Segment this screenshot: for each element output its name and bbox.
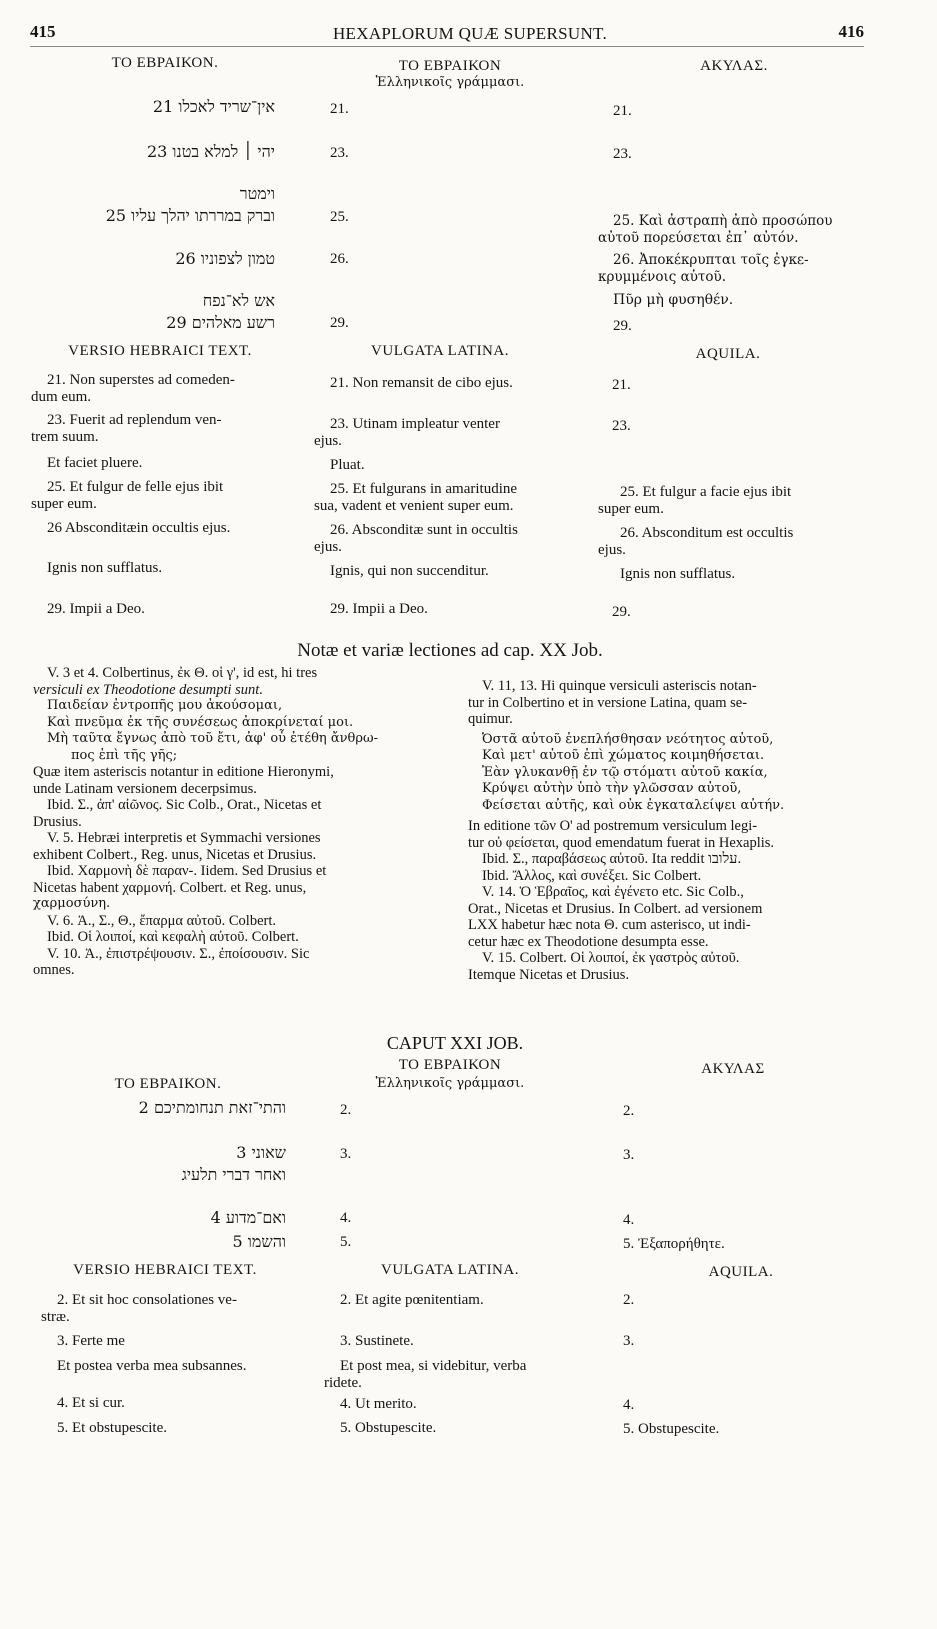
- cap21-aquila-latin-4: 4.: [623, 1397, 635, 1413]
- aquila-latin-ignis: Ignis non sufflatus.: [620, 566, 736, 582]
- note-right-line: cetur hæc ex Theodotione desumpta esse.: [468, 933, 709, 950]
- note-left-line: exhibent Colbert., Reg. unus, Nicetas et Drusius.: [33, 846, 317, 863]
- versio-25-line2: super eum.: [31, 496, 97, 512]
- note-right-line: In editione τῶν Ο' ad postremum versiculum legi-: [468, 818, 758, 834]
- cap21-aquila-2: 2.: [623, 1103, 635, 1119]
- cap21-aquila-3: 3.: [623, 1147, 635, 1163]
- versio-23-line1: 23. Fuerit ad replendum ven-: [47, 412, 222, 428]
- notes-title: Notæ et variæ lectiones ad cap. XX Job.: [297, 640, 603, 661]
- note-left-line: V. 3 et 4. Colbertinus, ἐκ Θ. οἱ γ', id est, hi tres: [47, 665, 318, 681]
- note-right-line: tur in Colbertino et in versione Latina, quam se-: [468, 694, 748, 711]
- aquila-latin-25-line1: 25. Et fulgur a facie ejus ibit: [620, 484, 792, 500]
- note-left-line: Ibid. Σ., ἀπ' αἰῶνος. Sic Colb., Orat., Nicetas et: [47, 797, 322, 813]
- note-right-line: Itemque Nicetas et Drusius.: [468, 966, 630, 983]
- aquila-latin-23: 23.: [612, 418, 631, 434]
- versio-25-line1: 25. Et fulgur de felle ejus ibit: [47, 479, 224, 495]
- hebrew-verse-21: אין־שריד לאכלו 21: [152, 97, 275, 116]
- col-subheader-greek: Ἑλληνικοῖς γράμμασι.: [375, 75, 525, 90]
- cap21-col-header-aquila: ΑΚΥΛΑΣ: [701, 1061, 765, 1077]
- vulgata-21: 21. Non remansit de cibo ejus.: [330, 375, 513, 391]
- note-left-line: Παιδείαν ἐντροπῆς μου ἀκούσομαι,: [47, 698, 283, 713]
- cap21-aquila-latin-5: 5. Obstupescite.: [623, 1421, 720, 1437]
- col-header-vulgata: VULGATA LATINA.: [371, 343, 509, 359]
- aquila-latin-26-line2: ejus.: [598, 542, 626, 558]
- hebrew-verse-26: טמון לצפוניו 26: [175, 249, 275, 268]
- cap21-greek-letters-3: 3.: [340, 1146, 352, 1162]
- cap21-aquila-5: 5. Ἐξαπορήθητε.: [623, 1236, 725, 1252]
- note-right-line: V. 14. Ὁ Ἑβραῖος, καὶ ἐγένετο etc. Sic Colb.,: [482, 884, 744, 900]
- note-right-line: V. 11, 13. Hi quinque versiculi asteriscis notan-: [482, 678, 757, 694]
- page-number-left: 415: [30, 22, 56, 41]
- cap21-vulgata-post-line2: ridete.: [324, 1375, 362, 1391]
- note-right-line: quimur.: [468, 711, 513, 727]
- vulgata-26-line2: ejus.: [314, 539, 342, 555]
- cap21-hebrew-4: ואם־מדוע 4: [210, 1208, 286, 1227]
- versio-23-line2: trem suum.: [31, 429, 99, 445]
- note-left-line: V. 5. Hebræi interpretis et Symmachi versiones: [47, 830, 321, 846]
- col-header-versio: VERSIO HEBRAICI TEXT.: [68, 343, 252, 359]
- col-header-hebrew: ΤΟ ΕΒΡΑΙΚΟΝ.: [111, 55, 219, 71]
- cap21-col-header-aquila-latin: AQUILA.: [708, 1264, 774, 1280]
- note-right-line: Καὶ μετ' αὐτοῦ ἐπὶ χώματος κοιμηθήσεται.: [482, 748, 765, 763]
- note-left-line: omnes.: [33, 962, 75, 978]
- versio-21-line2: dum eum.: [31, 389, 91, 405]
- note-left-line: πος ἐπὶ τῆς γῆς;: [71, 747, 178, 763]
- cap21-aquila-latin-2: 2.: [623, 1292, 635, 1308]
- page-number-right: 416: [838, 22, 864, 41]
- note-left-line: Ibid. Οἱ λοιποί, καὶ κεφαλὴ αὐτοῦ. Colbert.: [47, 929, 299, 945]
- cap21-versio-2-line2: stræ.: [41, 1309, 70, 1325]
- note-right-line: LXX habetur hæc nota Θ. cum asterisco, ut indi-: [468, 917, 751, 933]
- note-right-line: tur οὐ φείσεται, quod emendatum fuerat in Hexaplis.: [468, 834, 775, 851]
- chapter-title: CAPUT XXI JOB.: [386, 1033, 524, 1053]
- hebrew-verse-23: יהי ׀ למלא בטנו 23: [146, 142, 275, 161]
- aquila-latin-29: 29.: [612, 604, 631, 620]
- aquila-latin-21: 21.: [612, 377, 631, 393]
- cap21-col-header-hebrew: ΤΟ ΕΒΡΑΙΚΟΝ.: [114, 1076, 222, 1092]
- note-left-line: Ibid. Χαρμονὴ δὲ παραν-. Iidem. Sed Drusius et: [47, 863, 327, 879]
- note-right-line: Φείσεται αὐτῆς, καὶ οὐκ ἐγκαταλείψει αὐτήν.: [482, 797, 785, 813]
- greek-letters-26: 26.: [330, 251, 349, 267]
- aquila-latin-26-line1: 26. Absconditum est occultis: [620, 525, 794, 541]
- versio-ignis: Ignis non sufflatus.: [47, 560, 163, 576]
- greek-letters-23: 23.: [330, 145, 349, 161]
- running-title: HEXAPLORUM QUÆ SUPERSUNT.: [332, 24, 608, 43]
- aquila-latin-25-line2: super eum.: [598, 501, 664, 517]
- note-right-line: Κρύψει αὐτὴν ὑπὸ τὴν γλῶσσαν αὐτοῦ,: [482, 781, 742, 796]
- cap21-greek-letters-2: 2.: [340, 1102, 352, 1118]
- vulgata-29: 29. Impii a Deo.: [330, 601, 428, 617]
- cap21-hebrew-3-line2: ואחר דברי תלעיג: [181, 1165, 286, 1184]
- aquila-26-line2: κρυμμένοις αὐτοῦ.: [598, 269, 727, 285]
- vulgata-25-line1: 25. Et fulgurans in amaritudine: [330, 481, 518, 497]
- vulgata-25-line2: sua, vadent et venient super eum.: [314, 498, 514, 514]
- note-right-line: Ibid. Σ., παραβάσεως αὐτοῦ. Ita reddit עלובו.: [482, 851, 742, 867]
- aquila-fire: Πῦρ μὴ φυσηθέν.: [613, 292, 734, 308]
- aquila-21: 21.: [613, 103, 632, 119]
- greek-letters-21: 21.: [330, 101, 349, 117]
- cap21-versio-postea: Et postea verba mea subsannes.: [57, 1358, 247, 1374]
- note-left-line: unde Latinam versionem decerpsimus.: [33, 780, 257, 797]
- aquila-29: 29.: [613, 318, 632, 334]
- note-left-line: Nicetas habent χαρμονή. Colbert. et Reg. unus,: [33, 879, 307, 896]
- greek-letters-25: 25.: [330, 209, 349, 225]
- notes-left-column: [33, 665, 453, 979]
- aquila-23: 23.: [613, 146, 632, 162]
- vulgata-26-line1: 26. Absconditæ sunt in occultis: [330, 522, 518, 538]
- cap21-aquila-latin-3: 3.: [623, 1333, 635, 1349]
- versio-29: 29. Impii a Deo.: [47, 601, 145, 617]
- note-left-line: V. 6. Ἀ., Σ., Θ., ἔπαρμα αὐτοῦ. Colbert.: [47, 912, 276, 929]
- cap21-vulgata-5: 5. Obstupescite.: [340, 1420, 437, 1436]
- aquila-25-line1: 25. Καὶ ἀστραπὴ ἀπὸ προσώπου: [613, 213, 833, 229]
- note-left-line: Drusius.: [33, 813, 82, 830]
- note-right-line: Orat., Nicetas et Drusius. In Colbert. ad versionem: [468, 900, 763, 917]
- hebrew-verse-25-line1: וימטר: [239, 184, 275, 203]
- cap21-vulgata-2: 2. Et agite pœnitentiam.: [340, 1292, 484, 1308]
- note-left-line: V. 10. Ἀ., ἐπιστρέψουσιν. Σ., ἐποίσουσιν. Sic: [47, 945, 310, 962]
- note-right-line: Ibid. Ἄλλος, καὶ συνέξει. Sic Colbert.: [482, 867, 702, 884]
- cap21-col-subheader-greek: Ἑλληνικοῖς γράμμασι.: [375, 1076, 525, 1091]
- cap21-hebrew-2: והתי־זאת תנחומתיכם 2: [138, 1098, 286, 1117]
- vulgata-23-line1: 23. Utinam impleatur venter: [330, 416, 500, 432]
- cap21-hebrew-3-line1: שאוני 3: [236, 1143, 286, 1162]
- aquila-25-line2: αὐτοῦ πορεύσεται ἐπ᾽ αὐτόν.: [598, 230, 799, 246]
- hebrew-verse-25-line2: וברק במררתו יהלך עליו 25: [105, 206, 275, 225]
- cap21-aquila-4: 4.: [623, 1212, 635, 1228]
- cap21-versio-2-line1: 2. Et sit hoc consolationes ve-: [57, 1292, 237, 1308]
- cap21-col-header-versio: VERSIO HEBRAICI TEXT.: [73, 1262, 257, 1278]
- versio-26: 26 Absconditæin occultis ejus.: [47, 520, 231, 536]
- cap21-vulgata-4: 4. Ut merito.: [340, 1396, 417, 1412]
- cap21-vulgata-3: 3. Sustinete.: [340, 1333, 414, 1349]
- vulgata-pluat: Pluat.: [330, 457, 365, 473]
- note-right-line: Ἐὰν γλυκανθῇ ἐν τῷ στόματι αὐτοῦ κακία,: [482, 764, 768, 780]
- note-right-line: Ὀστᾶ αὐτοῦ ἐνεπλήσθησαν νεότητος αὐτοῦ,: [482, 731, 774, 747]
- note-left-line: Καὶ πνεῦμα ἐκ τῆς συνέσεως ἀποκρίνεταί μοι.: [47, 714, 354, 730]
- cap21-versio-3: 3. Ferte me: [57, 1333, 125, 1349]
- header-rule: [30, 46, 864, 47]
- versio-21-line1: 21. Non superstes ad comeden-: [47, 372, 235, 388]
- cap21-hebrew-5: והשמו 5: [232, 1232, 286, 1251]
- col-header-aquila-latin: AQUILA.: [695, 346, 761, 362]
- cap21-versio-4: 4. Et si cur.: [57, 1395, 125, 1411]
- cap21-col-header-greek: ΤΟ ΕΒΡΑΙΚΟΝ: [398, 1057, 502, 1073]
- notes-right-column: [468, 678, 888, 983]
- note-left-line: Μὴ ταῦτα ἔγνως ἀπὸ τοῦ ἔτι, ἀφ' οὗ ἐτέθη ἄνθρω-: [47, 731, 378, 746]
- vulgata-ignis: Ignis, qui non succenditur.: [330, 563, 489, 579]
- cap21-greek-letters-5: 5.: [340, 1234, 352, 1250]
- col-header-greek: ΤΟ ΕΒΡΑΙΚΟΝ: [398, 58, 502, 74]
- hebrew-verse-29-line1: אש לא־נפח: [202, 291, 275, 310]
- note-left-line: χαρμοσύνη.: [33, 896, 111, 911]
- cap21-versio-5: 5. Et obstupescite.: [57, 1420, 167, 1436]
- greek-letters-29: 29.: [330, 315, 349, 331]
- vulgata-23-line2: ejus.: [314, 433, 342, 449]
- note-left-line: versiculi ex Theodotione desumpti sunt.: [33, 681, 263, 698]
- cap21-greek-letters-4: 4.: [340, 1210, 352, 1226]
- versio-pluere: Et faciet pluere.: [47, 455, 143, 471]
- hebrew-verse-29-line2: רשע מאלהים 29: [166, 313, 275, 332]
- note-left-line: Quæ item asteriscis notantur in editione Hieronymi,: [33, 764, 334, 780]
- note-right-line: V. 15. Colbert. Οἱ λοιποί, ἐκ γαστρὸς αὐτοῦ.: [482, 950, 740, 966]
- col-header-aquila: ΑΚΥΛΑΣ.: [700, 58, 768, 74]
- aquila-26-line1: 26. Ἀποκέκρυπται τοῖς ἐγκε-: [613, 252, 809, 268]
- cap21-col-header-vulgata: VULGATA LATINA.: [381, 1262, 519, 1278]
- cap21-vulgata-post-line1: Et post mea, si videbitur, verba: [340, 1358, 527, 1374]
